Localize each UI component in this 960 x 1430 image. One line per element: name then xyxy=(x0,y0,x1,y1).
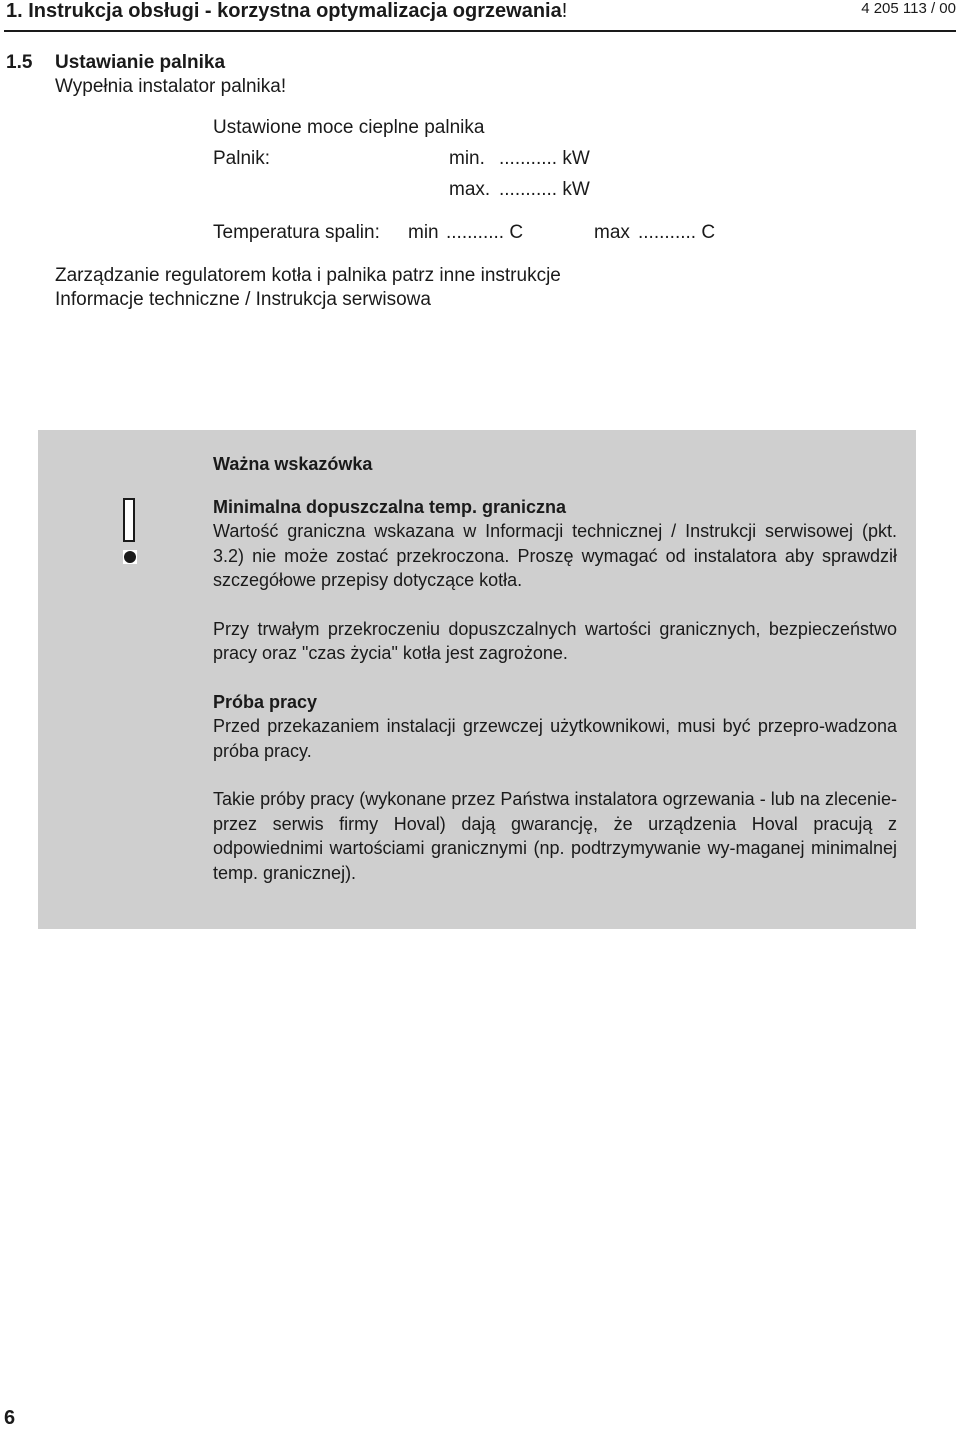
important-notice-box xyxy=(38,430,916,929)
reference-line-1: Zarządzanie regulatorem kotła i palnika patrz inne instrukcje xyxy=(55,265,561,286)
exceed-warning-text: Przy trwałym przekroczeniu dopuszczalnych wartości granicznych, bezpieczeństwo pracy oraz "czas życia" kotła jest zagrożone. xyxy=(213,618,897,663)
section-subtitle: Wypełnia instalator palnika! xyxy=(55,76,287,97)
header-rule xyxy=(4,30,956,32)
burner-settings-heading: Ustawione moce cieplne palnika xyxy=(213,117,485,138)
flue-gas-label: Temperatura spalin: xyxy=(213,222,380,243)
flue-max-label: max xyxy=(594,222,630,243)
burner-min-value: ........... kW xyxy=(499,148,590,169)
guarantee-text: Takie próby pracy (wykonane przez Państwa instalatora ogrzewania - lub na zlecenie- przez serwis firmy Hoval) dają gwarancję, że urządzenia Hoval pracują z odpowiednimi wartościami granicznymi (np. podtrzymywanie wy-maganej minimalnej temp. granicznej). xyxy=(213,789,897,883)
document-number: 4 205 113 / 00 xyxy=(861,0,956,17)
section-title: Ustawianie palnika xyxy=(55,52,226,73)
burner-min-label: min. xyxy=(449,148,485,169)
min-temp-heading: Minimalna dopuszczalna temp. graniczna xyxy=(213,496,567,517)
section-number: 1.5 xyxy=(6,52,33,73)
reference-line-2: Informacje techniczne / Instrukcja serwisowa xyxy=(55,289,431,310)
test-run-text: Przed przekazaniem instalacji grzewczej użytkownikowi, musi być przepro-wadzona próba pracy. xyxy=(213,716,897,761)
flue-min-value: ........... C xyxy=(446,222,524,243)
notice-title: Ważna wskazówka xyxy=(213,454,373,474)
burner-max-label: max. xyxy=(449,179,491,200)
min-temp-text: Wartość graniczna wskazana w Informacji technicznej / Instrukcji serwisowej (pkt. 3.2) nie może zostać przekroczona. Proszę wymagać od instalatora aby sprawdził szczegółowe przepisy dotyczące kotła. xyxy=(213,521,897,590)
flue-min-label: min xyxy=(408,222,439,243)
page-header-title: 1. Instrukcja obsługi - korzystna optymalizacja ogrzewania! xyxy=(6,0,568,22)
test-run-heading: Próba pracy xyxy=(213,691,318,712)
page-number: 6 xyxy=(4,1407,16,1429)
notice-body xyxy=(213,452,897,885)
flue-max-value: ........... C xyxy=(638,222,716,243)
burner-max-value: ........... kW xyxy=(499,179,590,200)
burner-label: Palnik: xyxy=(213,148,271,169)
exclamation-icon xyxy=(121,498,139,566)
